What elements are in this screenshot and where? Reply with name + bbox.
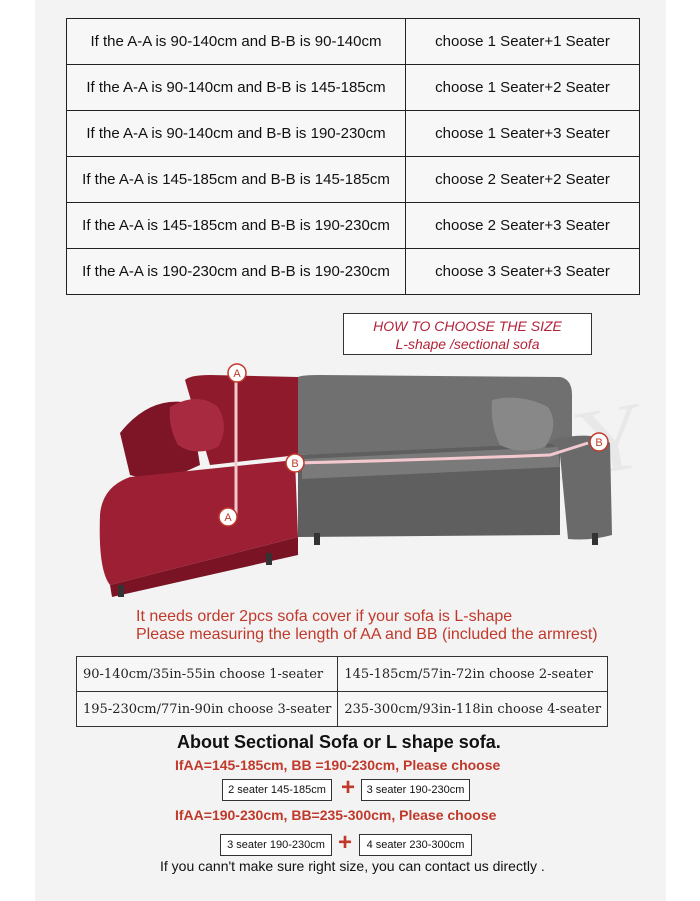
- case1-right-option: 3 seater 190-230cm: [361, 779, 470, 801]
- size-cell: 90-140cm/35in-55in choose 1-seater: [77, 657, 338, 692]
- l-shape-sofa-diagram: [90, 355, 630, 605]
- size-cell: 145-185cm/57in-72in choose 2-seater: [338, 657, 608, 692]
- case2-left-option: 3 seater 190-230cm: [220, 834, 332, 856]
- choice-cell: choose 1 Seater+2 Seater: [406, 65, 640, 111]
- marker-b-right-label: B: [595, 437, 603, 449]
- case2-right-option: 4 seater 230-300cm: [359, 834, 472, 856]
- choice-cell: choose 2 Seater+2 Seater: [406, 157, 640, 203]
- how-to-title-line2: L-shape /sectional sofa: [395, 336, 540, 352]
- condition-cell: If the A-A is 90-140cm and B-B is 145-185cm: [67, 65, 406, 111]
- grey-sofa: [298, 375, 612, 545]
- marker-a-top-label: A: [233, 368, 241, 380]
- how-to-title-line1: HOW TO CHOOSE THE SIZE: [373, 318, 562, 334]
- condition-cell: If the A-A is 145-185cm and B-B is 145-185cm: [67, 157, 406, 203]
- table-row: [77, 657, 608, 692]
- case2-text: IfAA=190-230cm, BB=235-300cm, Please choose: [175, 807, 497, 823]
- table-row: [77, 692, 608, 727]
- plus-icon: +: [338, 829, 353, 856]
- marker-a-bottom-label: A: [224, 512, 232, 524]
- size-cell: 235-300cm/93in-118in choose 4-seater: [338, 692, 608, 727]
- order-note: It needs order 2pcs sofa cover if your sofa is L-shape: [136, 608, 513, 625]
- condition-cell: If the A-A is 90-140cm and B-B is 190-230cm: [67, 111, 406, 157]
- case1-text: IfAA=145-185cm, BB =190-230cm, Please choose: [175, 757, 501, 773]
- red-sofa: [100, 375, 298, 597]
- case1-left-option: 2 seater 145-185cm: [222, 779, 332, 801]
- table-row: [67, 65, 640, 111]
- table-row: [67, 157, 640, 203]
- choice-cell: choose 1 Seater+3 Seater: [406, 111, 640, 157]
- choice-cell: choose 2 Seater+3 Seater: [406, 203, 640, 249]
- plus-icon: +: [341, 774, 356, 801]
- condition-cell: If the A-A is 145-185cm and B-B is 190-230cm: [67, 203, 406, 249]
- table-row: [67, 249, 640, 295]
- table-row: [67, 111, 640, 157]
- size-guide-table: [66, 18, 640, 295]
- seater-size-table: [76, 656, 608, 727]
- condition-cell: If the A-A is 90-140cm and B-B is 90-140cm: [67, 19, 406, 65]
- size-cell: 195-230cm/77in-90in choose 3-seater: [77, 692, 338, 727]
- sectional-title: About Sectional Sofa or L shape sofa.: [177, 732, 501, 752]
- contact-note: If you cann't make sure right size, you can contact us directly .: [160, 858, 545, 874]
- marker-b-left-label: B: [291, 458, 299, 470]
- condition-cell: If the A-A is 190-230cm and B-B is 190-230cm: [67, 249, 406, 295]
- table-row: [67, 203, 640, 249]
- choice-cell: choose 3 Seater+3 Seater: [406, 249, 640, 295]
- choice-cell: choose 1 Seater+1 Seater: [406, 19, 640, 65]
- how-to-choose-title: [343, 313, 592, 355]
- measure-note: Please measuring the length of AA and BB (included the armrest): [136, 626, 598, 643]
- table-row: [67, 19, 640, 65]
